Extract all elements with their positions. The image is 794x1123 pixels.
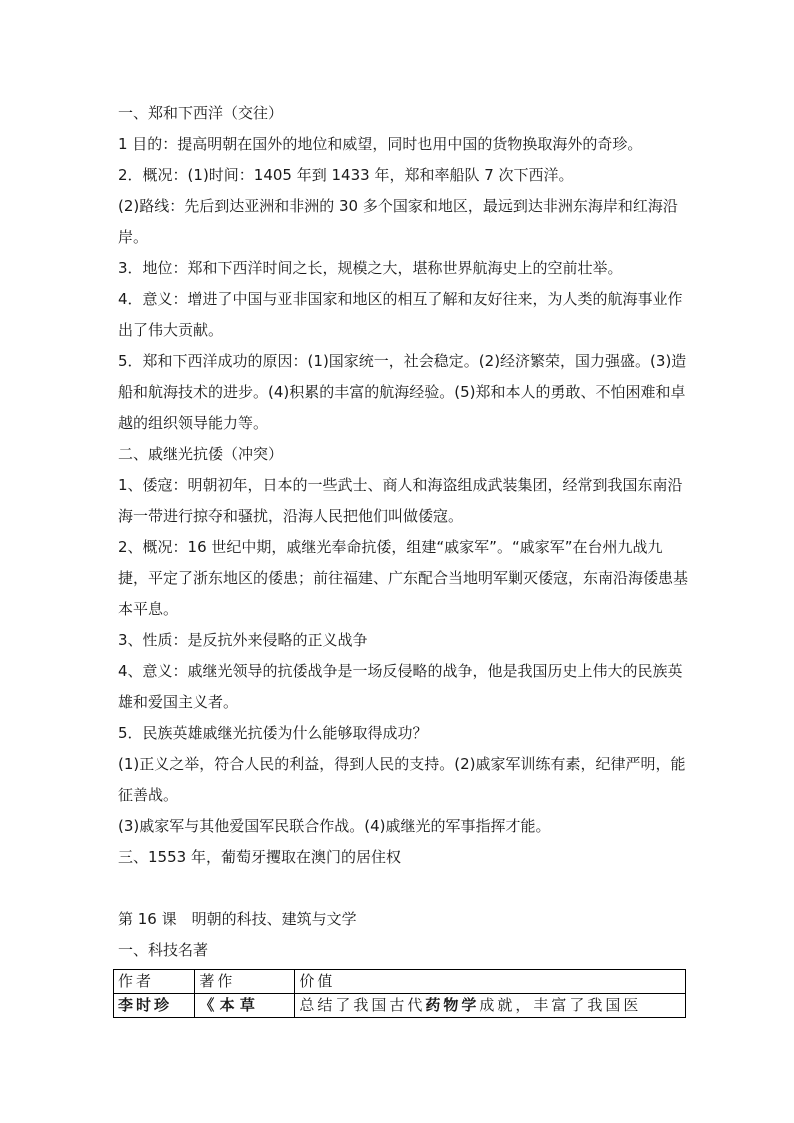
cell-author: 李时珍	[114, 994, 195, 1018]
section-title: 一、科技名著	[118, 941, 209, 959]
heading-qijiguang: 二、戚继光抗倭（冲突）	[118, 445, 284, 463]
paragraph: 3、性质：是反抗外来侵略的正义战争	[118, 631, 368, 649]
table-header-row	[114, 970, 686, 994]
paragraph: 1 目的：提高明朝在国外的地位和威望，同时也用中国的货物换取海外的奇珍。	[118, 135, 643, 153]
value-text: 总结了我国古代	[299, 996, 426, 1014]
paragraph: (2)路线：先后到达亚洲和非洲的 30 多个国家和地区，最远到达非洲东海岸和红海沿岸。	[118, 197, 678, 246]
paragraph: 2．概况：(1)时间：1405 年到 1433 年，郑和率船队 7 次下西洋。	[118, 166, 574, 184]
value-bold-text: 药物学	[425, 996, 480, 1014]
heading-macau: 三、1553 年，葡萄牙攫取在澳门的居住权	[118, 848, 401, 866]
heading-zhenghe: 一、郑和下西洋（交往）	[118, 104, 284, 122]
header-work: 著作	[195, 970, 295, 994]
paragraph: 3．地位：郑和下西洋时间之长，规模之大，堪称世界航海史上的空前壮举。	[118, 259, 623, 277]
header-value: 价值	[295, 970, 686, 994]
paragraph: 2、概况：16 世纪中期，戚继光奉命抗倭，组建“戚家军”。“戚家军”在台州九战九捷，平定了浙东地区的倭患；前往福建、广东配合当地明军剿灭倭寇，东南沿海倭患基本平息。	[118, 538, 689, 618]
paragraph: 1、倭寇：明朝初年，日本的一些武士、商人和海盗组成武装集团，经常到我国东南沿海一带进行掠夺和骚扰，沿海人民把他们叫做倭寇。	[118, 476, 683, 525]
table-row	[114, 994, 686, 1018]
value-text-end: 成就，丰富了我国医	[479, 996, 642, 1014]
paragraph: 5．郑和下西洋成功的原因：(1)国家统一，社会稳定。(2)经济繁荣，国力强盛。(3)造船和航海技术的进步。(4)积累的丰富的航海经验。(5)郑和本人的勇敢、不怕困难和卓越的组织领导能力等。	[118, 352, 687, 432]
paragraph: (1)正义之举，符合人民的利益，得到人民的支持。(2)戚家军训练有素，纪律严明，能征善战。	[118, 755, 686, 804]
header-author: 作者	[114, 970, 195, 994]
paragraph: 4．意义：增进了中国与亚非国家和地区的相互了解和友好往来，为人类的航海事业作出了伟大贡献。	[118, 290, 683, 339]
cell-work: 《 本 草	[195, 994, 295, 1018]
lesson-title: 第 16 课 明朝的科技、建筑与文学	[118, 910, 357, 928]
science-works-table	[113, 969, 686, 1018]
paragraph: 5．民族英雄戚继光抗倭为什么能够取得成功？	[118, 724, 428, 742]
cell-value	[295, 994, 686, 1018]
paragraph: (3)戚家军与其他爱国军民联合作战。(4)戚继光的军事指挥才能。	[118, 817, 551, 835]
spacer	[118, 873, 690, 904]
document-body	[118, 98, 690, 966]
paragraph: 4、意义：戚继光领导的抗倭战争是一场反侵略的战争，他是我国历史上伟大的民族英雄和爱国主义者。	[118, 662, 683, 711]
